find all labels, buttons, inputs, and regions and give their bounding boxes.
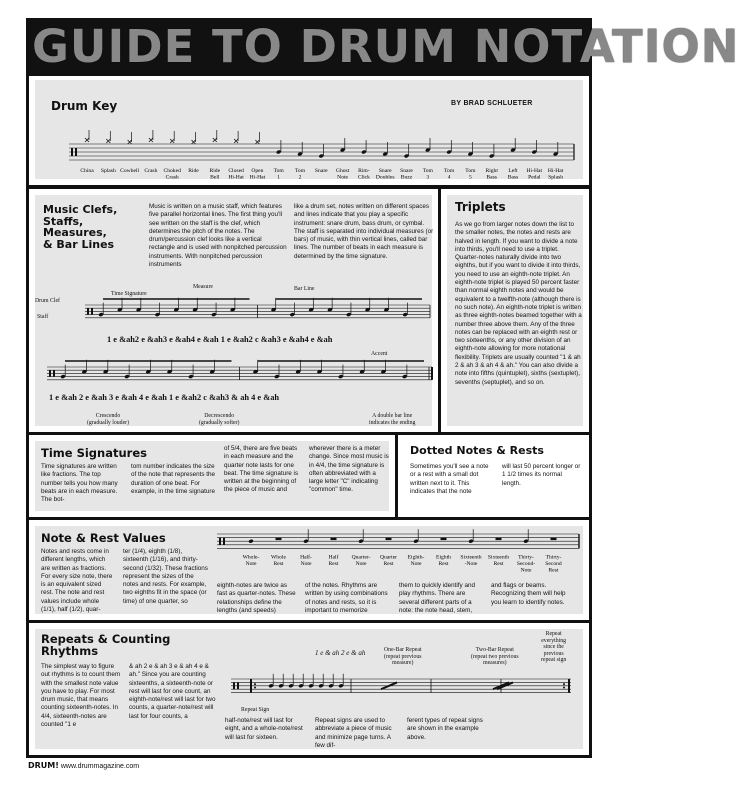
repeats-col3: half-note/rest will last for eight, and a whole-note/rest will last for sixteen. [225,717,303,741]
rest-mark [276,538,282,541]
triplets-text: As we go from larger notes down the list to the smaller notes, the notes and rests are halved in length. If you want to divide a note into thirds, you'll need to use a triplet. Quarter-notes naturally divide into two eighths, but if you want to divide it into thirds, you need to use an eighth-note triplet. An eighth-note triplet is played 50 percent faster than normal eighth notes and would be equivalent to a twelfth-note (although there is no such note). An eighth-note triplet is written as three eighth-notes beamed together with a number three above them. Any of the three notes can be replaced with an eighth rest or two sixteenths, or any other division of an eighth-note allowing for more notational flexibility. Triplets are usually counted "1 & ah 2 & ah 3 & ah 4 & ah." You can also divide a note into fifths (quintuplet), sixths (sextuplet), sevenths (septuplet), and so on. [455,221,582,386]
note-rest-label: Thirty- [545,554,562,561]
note-rest-label: Second- [516,560,536,567]
drum-key-label: 4 [447,174,451,181]
note-rest-label: Rest [273,560,284,567]
note-rest-label: Rest [438,560,449,567]
footer [28,761,139,770]
repeats-col1: The simplest way to figure out rhythms is to count them with the smallest note value you have to play. For most drum music, that means counting sixteenth-notes. In 4/4, sixteenth-notes are counted "1 e [41,663,121,729]
drum-key-label: Snare [314,168,328,174]
clefs-text-col1: Music is written on a music staff, which features five parallel horizontal lines. The first thing you'll see written on the staff is the clef, which determines the pitch of the notes. The drum/percussion clef looks like a vertical rectangle and is used with nonpitched percussion instruments. With nonpitched percussion instruments [149,203,287,269]
drum-key-label: Crash [144,168,158,174]
drum-clef [219,538,221,545]
dotted-notes-panel [395,432,592,520]
x-note-head [149,138,153,142]
triplets-panel [438,186,592,435]
drum-clef [53,370,55,376]
note-rest-label: Rest [328,560,339,567]
two-bar-repeat-label: Two-Bar Repeat (repeat two previous measures) [471,647,519,666]
drum-key-label: Snare [378,168,392,174]
dotted-notes-title: Dotted Notes & Rests [410,444,544,457]
repeats-col5: ferent types of repeat signs are shown in the example above. [407,717,483,741]
drum-key-label: Tom [422,168,433,174]
note-rest-label: Quarter- [351,554,371,561]
drum-clef [237,682,239,689]
clefs-title: Music Clefs, Staffs, Measures, & Bar Lines [43,203,118,251]
magazine-name: DRUM! [28,761,59,770]
note-rest-label: Quarter [379,554,398,561]
x-note-head [234,139,238,143]
drum-key-label: Choked [163,168,181,174]
drum-key-label: 2 [298,174,302,181]
note-rest-label: Half [328,554,339,561]
drum-key-label: Cowbell [120,168,140,174]
repeat-count: 1 e & ah 2 e & ah [315,649,366,657]
rest-mark [331,538,337,541]
byline: BY BRAD SCHLUETER [451,100,533,107]
drum-key-label: Crash [165,174,179,181]
repeat-sign-label: Repeat Sign [241,707,270,713]
note-head [248,539,254,544]
drum-key-label: Hi-Hat [228,174,244,181]
drum-clef [223,538,225,545]
page [26,18,739,780]
x-note-head [128,140,132,144]
drum-key-label: 1 [277,174,281,181]
title-banner [26,18,739,76]
note-rest-col4: of the notes. Rhythms are written by using combinations of notes and rests, so it is important to memorize [305,582,388,614]
drum-clef [49,370,51,376]
note-rest-label: Note [355,560,367,567]
time-signature-label: Time Signature [111,291,147,297]
accent-label: Accent [371,351,388,357]
drum-key-label: Closed [228,168,244,174]
x-note-head [192,140,196,144]
drum-key-label: Left [508,168,518,174]
drum-key-label: Tom [444,168,455,174]
drum-clef [91,308,93,314]
decrescendo-label: Decrescendo (gradually softer) [199,413,240,426]
repeat-dot [254,683,256,685]
drum-key-label: China [80,168,94,174]
rest-mark [386,538,392,541]
repeat-dot [563,687,565,689]
note-rest-label: Rest [383,560,394,567]
drum-clef [233,682,235,689]
repeat-everything-label: Repeat everything since the previous repeat sign [541,631,567,663]
note-rest-col5: them to quickly identify and play rhythms. There are several different parts of a note: the note head, stem, [399,582,475,614]
drum-key-label: Snare [400,168,413,174]
drum-key-title: Drum Key [51,99,118,113]
x-note-head [106,139,110,143]
note-rest-label: Note [520,567,532,574]
time-sig-col3: of 5/4, there are five beats in each measure and the quarter note lasts for one beat. The time signature is written at the beginning of the piece of music and [224,445,299,494]
note-rest-label: Eighth [436,554,451,561]
note-rest-col2: ter (1/4), eighth (1/8), sixteenth (1/16), and thirty-second (1/32). These fractions represent the sizes of the notes and rests. For example, two eighths fit in the space (or time) of one quarter, so [123,548,208,605]
rest-mark [441,538,447,541]
note-rest-label: Note [300,560,312,567]
note-rest-col1: Notes and rests come in different lengths, which are written as fractions. For every size note, there is an equivalent sized rest. The note and rest values include whole (1/1), half (1/2), quar- [41,548,113,614]
repeat-staff [231,673,576,703]
repeat-dot [254,687,256,689]
note-rest-label: Whole [271,554,286,561]
time-signatures-title: Time Signatures [41,446,147,460]
drum-key-label: Ride [209,168,221,174]
clefs-panel [26,186,441,435]
count-line-1: 1 e &ah2 e &ah3 e &ah4 e &ah 1 e &ah2 c &ah3 e &ah4 e &ah [107,335,333,344]
rest-mark [496,538,502,541]
time-signatures-panel [26,432,398,520]
drum-key-label: Note [337,174,349,181]
note-rest-label: Whole- [242,554,260,561]
time-sig-col4: wherever there is a meter change. Since most music is in 4/4, the time signature is often abbreviated with a large letter "C" indicating "common" time. [309,445,389,494]
drum-key-label: Open [251,168,264,174]
bar-line-label: Bar Line [294,286,315,292]
repeat-dot [563,683,565,685]
example-staff-2 [47,361,435,391]
note-rest-label: Second [545,560,562,567]
drum-key-label: Hi-Hat [526,168,543,174]
repeats-panel [26,620,592,758]
drum-key-label: Tom [273,168,284,174]
dotted-col2: will last 50 percent longer or 1 1/2 times its normal length. [502,463,581,487]
x-note-head [213,138,217,142]
drum-key-label: Right [485,168,498,174]
drum-key-staff [69,138,579,188]
drum-clef [75,148,77,156]
drum-key-label: 3 [426,174,430,181]
drum-key-label: 5 [469,174,472,181]
drum-key-label: Hi-Hat [249,174,266,181]
x-note-head [85,138,89,142]
note-rest-col6: and flags or beams. Recognizing them will help you learn to identify notes. [491,582,566,606]
note-rest-title: Note & Rest Values [41,531,166,545]
note-rest-label: Note [245,560,257,567]
drum-key-panel [26,76,592,188]
repeats-col4: Repeat signs are used to abbreviate a piece of music and minimize page turns. A few dif- [315,717,392,749]
note-rest-staff [217,530,587,582]
time-sig-col1: Time signatures are written like fractions. The top number tells you how many beats are in each measure. The bot- [41,463,118,504]
drum-key-label: Splash [548,174,564,181]
triplets-title: Triplets [455,200,506,214]
note-rest-label: Rest [493,560,504,567]
dotted-col1: Sometimes you'll see a note or a rest with a small dot written next to it. This indicates that the note [410,463,489,495]
note-rest-label: Eighth- [407,554,425,561]
drum-key-label: Rim- [358,168,370,174]
note-rest-label: -Note [464,560,478,567]
note-rest-label: Sixteenth [487,554,510,561]
drum-clef [71,148,73,156]
drum-key-label: Bell [210,174,220,181]
staff-label: Staff [37,314,49,320]
drum-clef-label: Drum Clef [35,298,60,304]
drum-key-label: Doubles [375,174,395,181]
drum-key-label: Splash [100,168,116,174]
drum-clef [87,308,89,314]
note-rest-col3: eighth-notes are twice as fast as quarter-notes. These relationships define the lengths (and speeds) [217,582,296,614]
example-staff-1 [85,299,435,329]
note-rest-label: Thirty- [518,554,534,561]
note-rest-label: Half- [300,554,312,561]
repeats-title: Repeats & Counting Rhythms [41,632,171,659]
drum-key-label: Pedal [528,174,541,181]
clefs-text-col2: like a drum set, notes written on different spaces and lines indicate that you play a specific instrument: snare drum, bass drum, or cymbal. The staff is separated into individual measures (or bars) of music, with thin vertical lines, called bar lines. The number of beats in each measure is determined by the time signature. [294,203,434,260]
drum-key-label: Bass [486,174,497,181]
repeats-col2: & ah 2 e & ah 3 e & ah 4 e & ah." Since you are counting sixteenths, a sixteenth-note or rest will last for one count, an eighth-note/rest will last for two counts, a quarter-note/rest will last for four counts, a [129,663,216,720]
drum-key-label: Tom [294,168,306,174]
drum-key-label: Bass [507,174,519,181]
drum-key-label: Ghost [335,168,350,174]
note-rest-label: Sixteenth [460,554,482,561]
drum-key-label: Click [357,174,370,181]
drum-key-label: Hi-Hat [547,168,564,174]
drum-key-label: Tom [465,168,476,174]
x-note-head [255,140,259,144]
measure-label: Measure [193,284,213,290]
drum-key-label: Ride [188,168,199,174]
rest-mark [551,538,557,541]
one-bar-repeat-label: One-Bar Repeat (repeat previous measure) [384,647,422,666]
drum-key-label: Buzz [400,174,413,181]
crescendo-label: Crescendo (gradually louder) [87,413,130,426]
note-rest-label: Rest [548,567,559,574]
x-note-head [170,139,174,143]
note-rest-panel [26,517,592,623]
count-line-2: 1 e &ah 2 e &ah 3 e &ah 4 e &ah 1 e &ah2 c &ah3 & ah 4 e &ah [49,393,280,402]
magazine-url: www.drummagazine.com [60,763,140,770]
note-rest-label: Note [410,560,422,567]
page-title: GUIDE TO DRUM NOTATION [32,20,739,73]
time-sig-col2: tom number indicates the size of the note that represents the duration of one beat. For example, in the time signature [131,463,216,495]
double-bar-label: A double bar line indicates the ending [369,413,416,426]
